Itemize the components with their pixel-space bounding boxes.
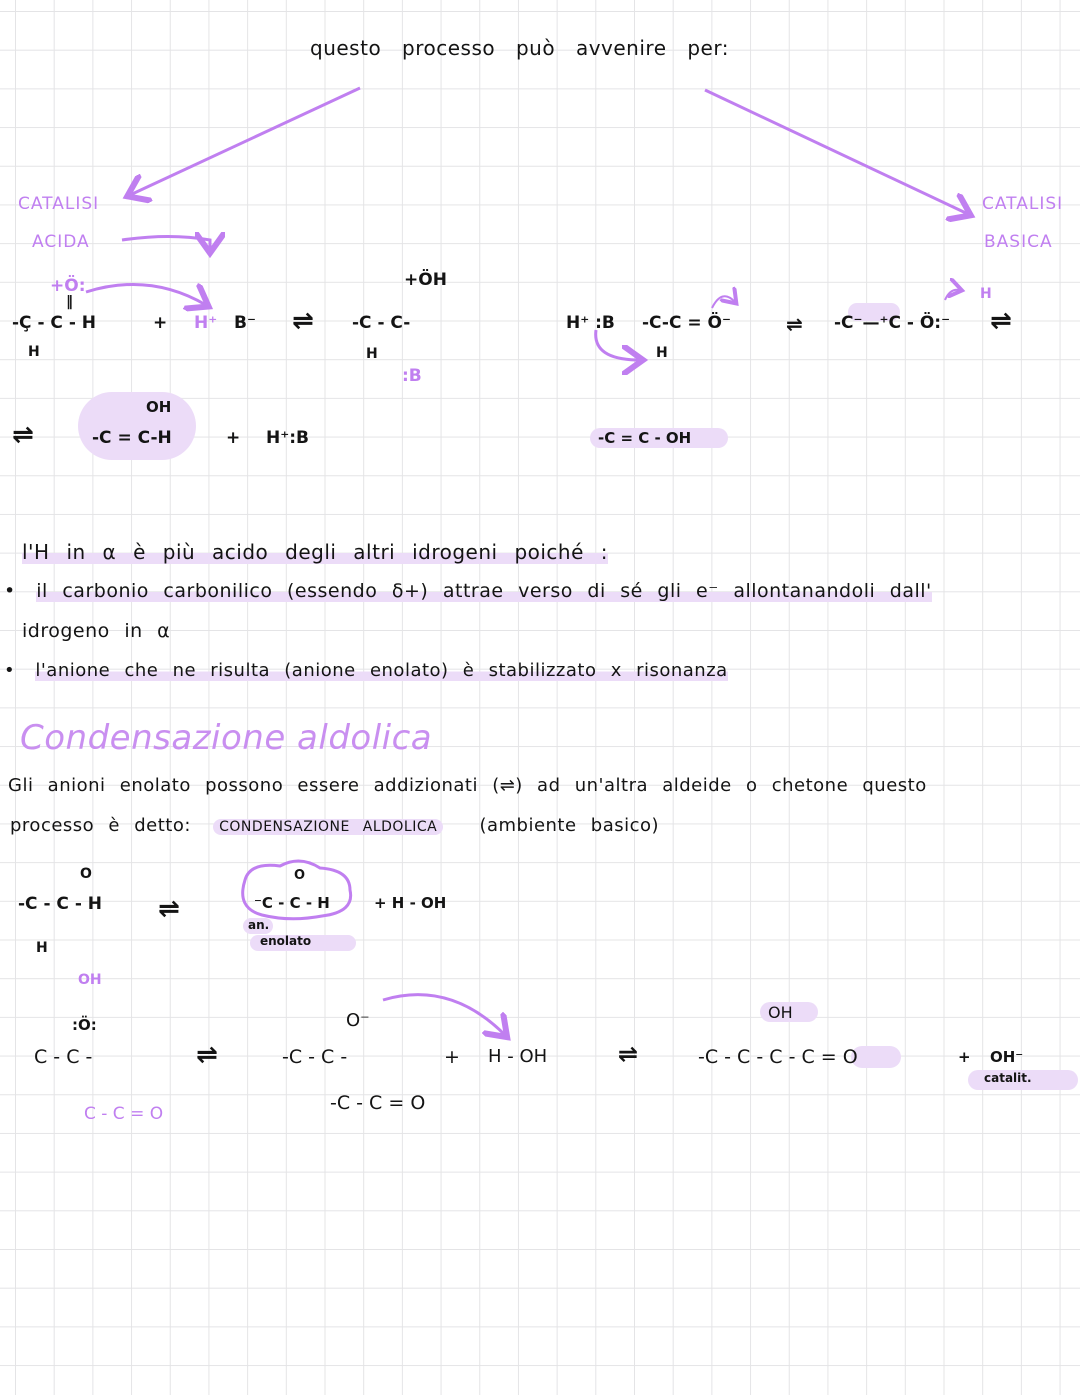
intermediate-h: H — [366, 346, 378, 362]
step2-plus: + — [444, 1046, 460, 1068]
enol-oh: OH — [146, 398, 172, 416]
aldol-product: -C - C - C - C = O — [698, 1046, 858, 1068]
alpha-hydrogen: H — [28, 344, 40, 360]
carbonyl-highlight — [851, 1046, 901, 1068]
aldol-paragraph-line-1: Gli anioni enolato possono essere addizionati (⇌) ad un'altra aldeide o chetone questo — [8, 775, 927, 796]
step2-carbonyl: C - C - — [34, 1046, 93, 1068]
plus-sign: + — [153, 313, 168, 333]
step1-oxygen: O — [80, 866, 92, 882]
enol-chain: -C = C-H — [92, 428, 172, 448]
explanation-heading — [22, 540, 608, 564]
base-catalysis-label-1: CATALISI — [982, 194, 1064, 214]
step1-reactant: -C - C - H — [18, 894, 103, 914]
aldol-paragraph-line-2 — [10, 815, 659, 836]
aldol-prefix: processo è detto: — [10, 815, 191, 836]
intermediate-chain: -C - C- — [352, 313, 411, 333]
intro-text: questo processo può avvenire per: — [310, 36, 729, 60]
step2-equilibrium-2: ⇌ — [618, 1040, 639, 1068]
conjugate-base: B⁻ — [234, 313, 256, 333]
enolate: ⁻C - C - H — [254, 894, 330, 912]
bullet-2-text: l'anione che ne risulta (anione enolato) è stabilizzato x risonanza — [35, 660, 728, 681]
explanation-heading-text: l'H in α è più acido degli altri idrogeni poiché : — [22, 540, 609, 564]
explanation-bullet-2 — [4, 660, 728, 681]
equilibrium-arrow: ⇌ — [292, 306, 314, 336]
enolate-label-2: enolato — [260, 934, 312, 948]
carbonyl-oxygen: +Ö: — [50, 276, 86, 296]
alkoxide-bottom: -C - C = O — [330, 1092, 426, 1114]
enol-highlight — [78, 392, 196, 460]
section-title: Condensazione aldolica — [20, 718, 433, 758]
regenerated-acid: H⁺:B — [266, 428, 309, 448]
explanation-bullet-1 — [4, 580, 932, 602]
proton: H⁺ — [194, 313, 218, 333]
catalyst-label: catalit. — [984, 1071, 1032, 1085]
step2-equilibrium: ⇌ — [196, 1040, 218, 1070]
intermediate-base: :B — [402, 366, 422, 386]
step1-hydroxide: OH — [78, 972, 102, 988]
step2-water: H - OH — [488, 1046, 548, 1067]
double-bond: ‖ — [66, 294, 73, 310]
protonated-oxygen: +ÖH — [404, 270, 447, 290]
step2-plus-2: + — [958, 1048, 971, 1066]
enolate-oxygen: O — [294, 868, 306, 883]
step2-enolate-fragment: C - C = O — [84, 1104, 164, 1124]
regenerated-hydroxide: OH⁻ — [990, 1048, 1024, 1066]
enolate-label-1: an. — [248, 918, 270, 932]
base-substrate: -C-C = Ö⁻ — [642, 313, 731, 333]
base-catalyst: H⁺ :B — [566, 313, 615, 333]
acid-catalysis-label-2: ACIDA — [32, 232, 90, 252]
alkoxide-oxygen: O⁻ — [346, 1010, 370, 1031]
aldol-term-highlight: CONDENSAZIONE ALDOLICA — [213, 819, 443, 835]
arrow-to-base-icon — [705, 90, 968, 214]
step2-carbonyl-oxygen: :Ö: — [72, 1016, 97, 1034]
base-equilibrium-1: ⇌ — [786, 312, 803, 336]
bullet-1-text: il carbonio carbonilico (essendo δ+) attrae verso di sé gli e⁻ allontanandoli dall' — [36, 580, 932, 602]
explanation-bullet-1-cont: idrogeno in α — [22, 620, 171, 642]
resonance-form: -C⁻—⁺C - Ö:⁻ — [834, 313, 951, 333]
step1-byproduct: + H - OH — [374, 894, 447, 912]
equilibrium-arrow-2: ⇌ — [12, 420, 34, 450]
aldehyde-chain: -Ç - C - H — [12, 313, 97, 333]
step1-equilibrium: ⇌ — [158, 894, 180, 924]
alkoxide-top: -C - C - — [282, 1046, 348, 1068]
base-catalysis-label-2: BASICA — [984, 232, 1053, 252]
incoming-proton: H — [980, 286, 992, 302]
aldol-suffix: (ambiente basico) — [479, 815, 660, 836]
plus-sign-2: + — [226, 428, 241, 448]
base-enol: -C = C - OH — [598, 429, 692, 447]
product-oh: OH — [768, 1003, 793, 1022]
acid-catalysis-label-1: CATALISI — [18, 194, 100, 214]
base-equilibrium-2: ⇌ — [990, 306, 1012, 336]
step1-h: H — [36, 940, 48, 956]
arrow-to-acid-icon — [130, 88, 360, 195]
base-alpha-h: H — [656, 345, 668, 361]
